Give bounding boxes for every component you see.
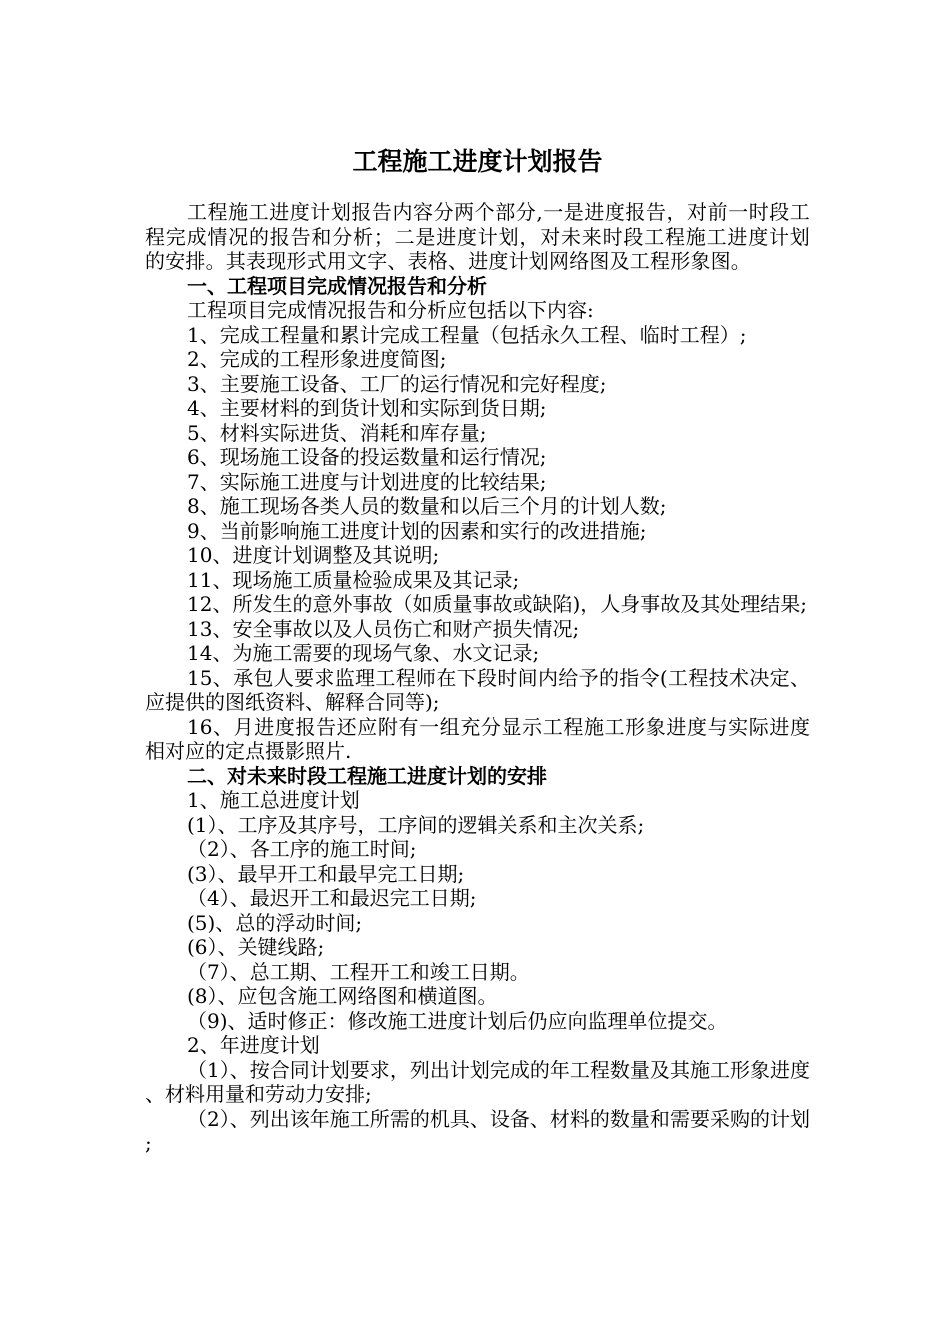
list-item: 10、进度计划调整及其说明; (187, 543, 440, 567)
list-item: 2、完成的工程形象进度简图; (187, 347, 447, 371)
list-item: 13、安全事故以及人员伤亡和财产损失情况; (187, 616, 580, 641)
list-item: 5、材料实际进货、消耗和库存量; (187, 420, 487, 445)
list-item: 1、完成工程量和累计完成工程量（包括永久工程、临时工程）; (187, 322, 747, 347)
section2-heading: 二、对未来时段工程施工进度计划的安排 (187, 763, 547, 788)
list-item: 11、现场施工质量检验成果及其记录; (187, 567, 520, 592)
section2-subheading-1: 1、施工总进度计划 (187, 788, 360, 812)
section2-subheading-2: 2、年进度计划 (187, 1033, 320, 1057)
list-item: （2）、列出该年施工所需的机具、设备、材料的数量和需要采购的计划; (145, 1106, 810, 1155)
list-item: 7、实际施工进度与计划进度的比较结果; (187, 469, 547, 494)
list-item: （4）、最迟开工和最迟完工日期; (187, 886, 477, 910)
section1-heading: 一、工程项目完成情况报告和分析 (187, 273, 487, 298)
list-item: 15、承包人要求监理工程师在下段时间内给予的指令(工程技术决定、应提供的图纸资料、解释合同等); (145, 665, 810, 714)
list-item: 9、当前影响施工进度计划的因素和实行的改进措施; (187, 518, 647, 543)
list-item: (8）、应包含施工网络图和横道图。 (187, 984, 498, 1008)
document-title: 工程施工进度计划报告 (352, 147, 603, 176)
list-item: 16、月进度报告还应附有一组充分显示工程施工形象进度与实际进度相对应的定点摄影照片. (145, 714, 810, 763)
intro-paragraph: 工程施工进度计划报告内容分两个部分,一是进度报告，对前一时段工程完成情况的报告和分析；二是进度计划，对未来时段工程施工进度计划的安排。其表现形式用文字、表格、进度计划网络图及工程形象图。 (145, 200, 810, 273)
list-item: (6）、关键线路; (187, 935, 325, 959)
document-body (145, 200, 810, 1156)
list-item: 8、施工现场各类人员的数量和以后三个月的计划人数; (187, 494, 667, 518)
list-item: （2）、各工序的施工时间; (187, 837, 417, 861)
list-item: （1）、按合同计划要求，列出计划完成的年工程数量及其施工形象进度、材料用量和劳动力安排; (145, 1057, 810, 1106)
list-item: （9)、适时修正：修改施工进度计划后仍应向监理单位提交。 (187, 1008, 728, 1033)
list-item: 14、为施工需要的现场气象、水文记录; (187, 641, 540, 665)
list-item: (3）、最早开工和最早完工日期; (187, 861, 465, 886)
list-item: 3、主要施工设备、工厂的运行情况和完好程度; (187, 371, 607, 396)
list-item: （7）、总工期、工程开工和竣工日期。 (187, 959, 530, 984)
list-item: (1）、工序及其序号，工序间的逻辑关系和主次关系; (187, 812, 645, 837)
list-item: 6、现场施工设备的投运数量和运行情况; (187, 445, 547, 469)
list-item: (5)、总的浮动时间; (187, 910, 363, 935)
list-item: 4、主要材料的到货计划和实际到货日期; (187, 396, 547, 420)
section1-lead: 工程项目完成情况报告和分析应包括以下内容: (187, 298, 594, 322)
list-item: 12、所发生的意外事故（如质量事故或缺陷)，人身事故及其处理结果; (187, 592, 807, 616)
